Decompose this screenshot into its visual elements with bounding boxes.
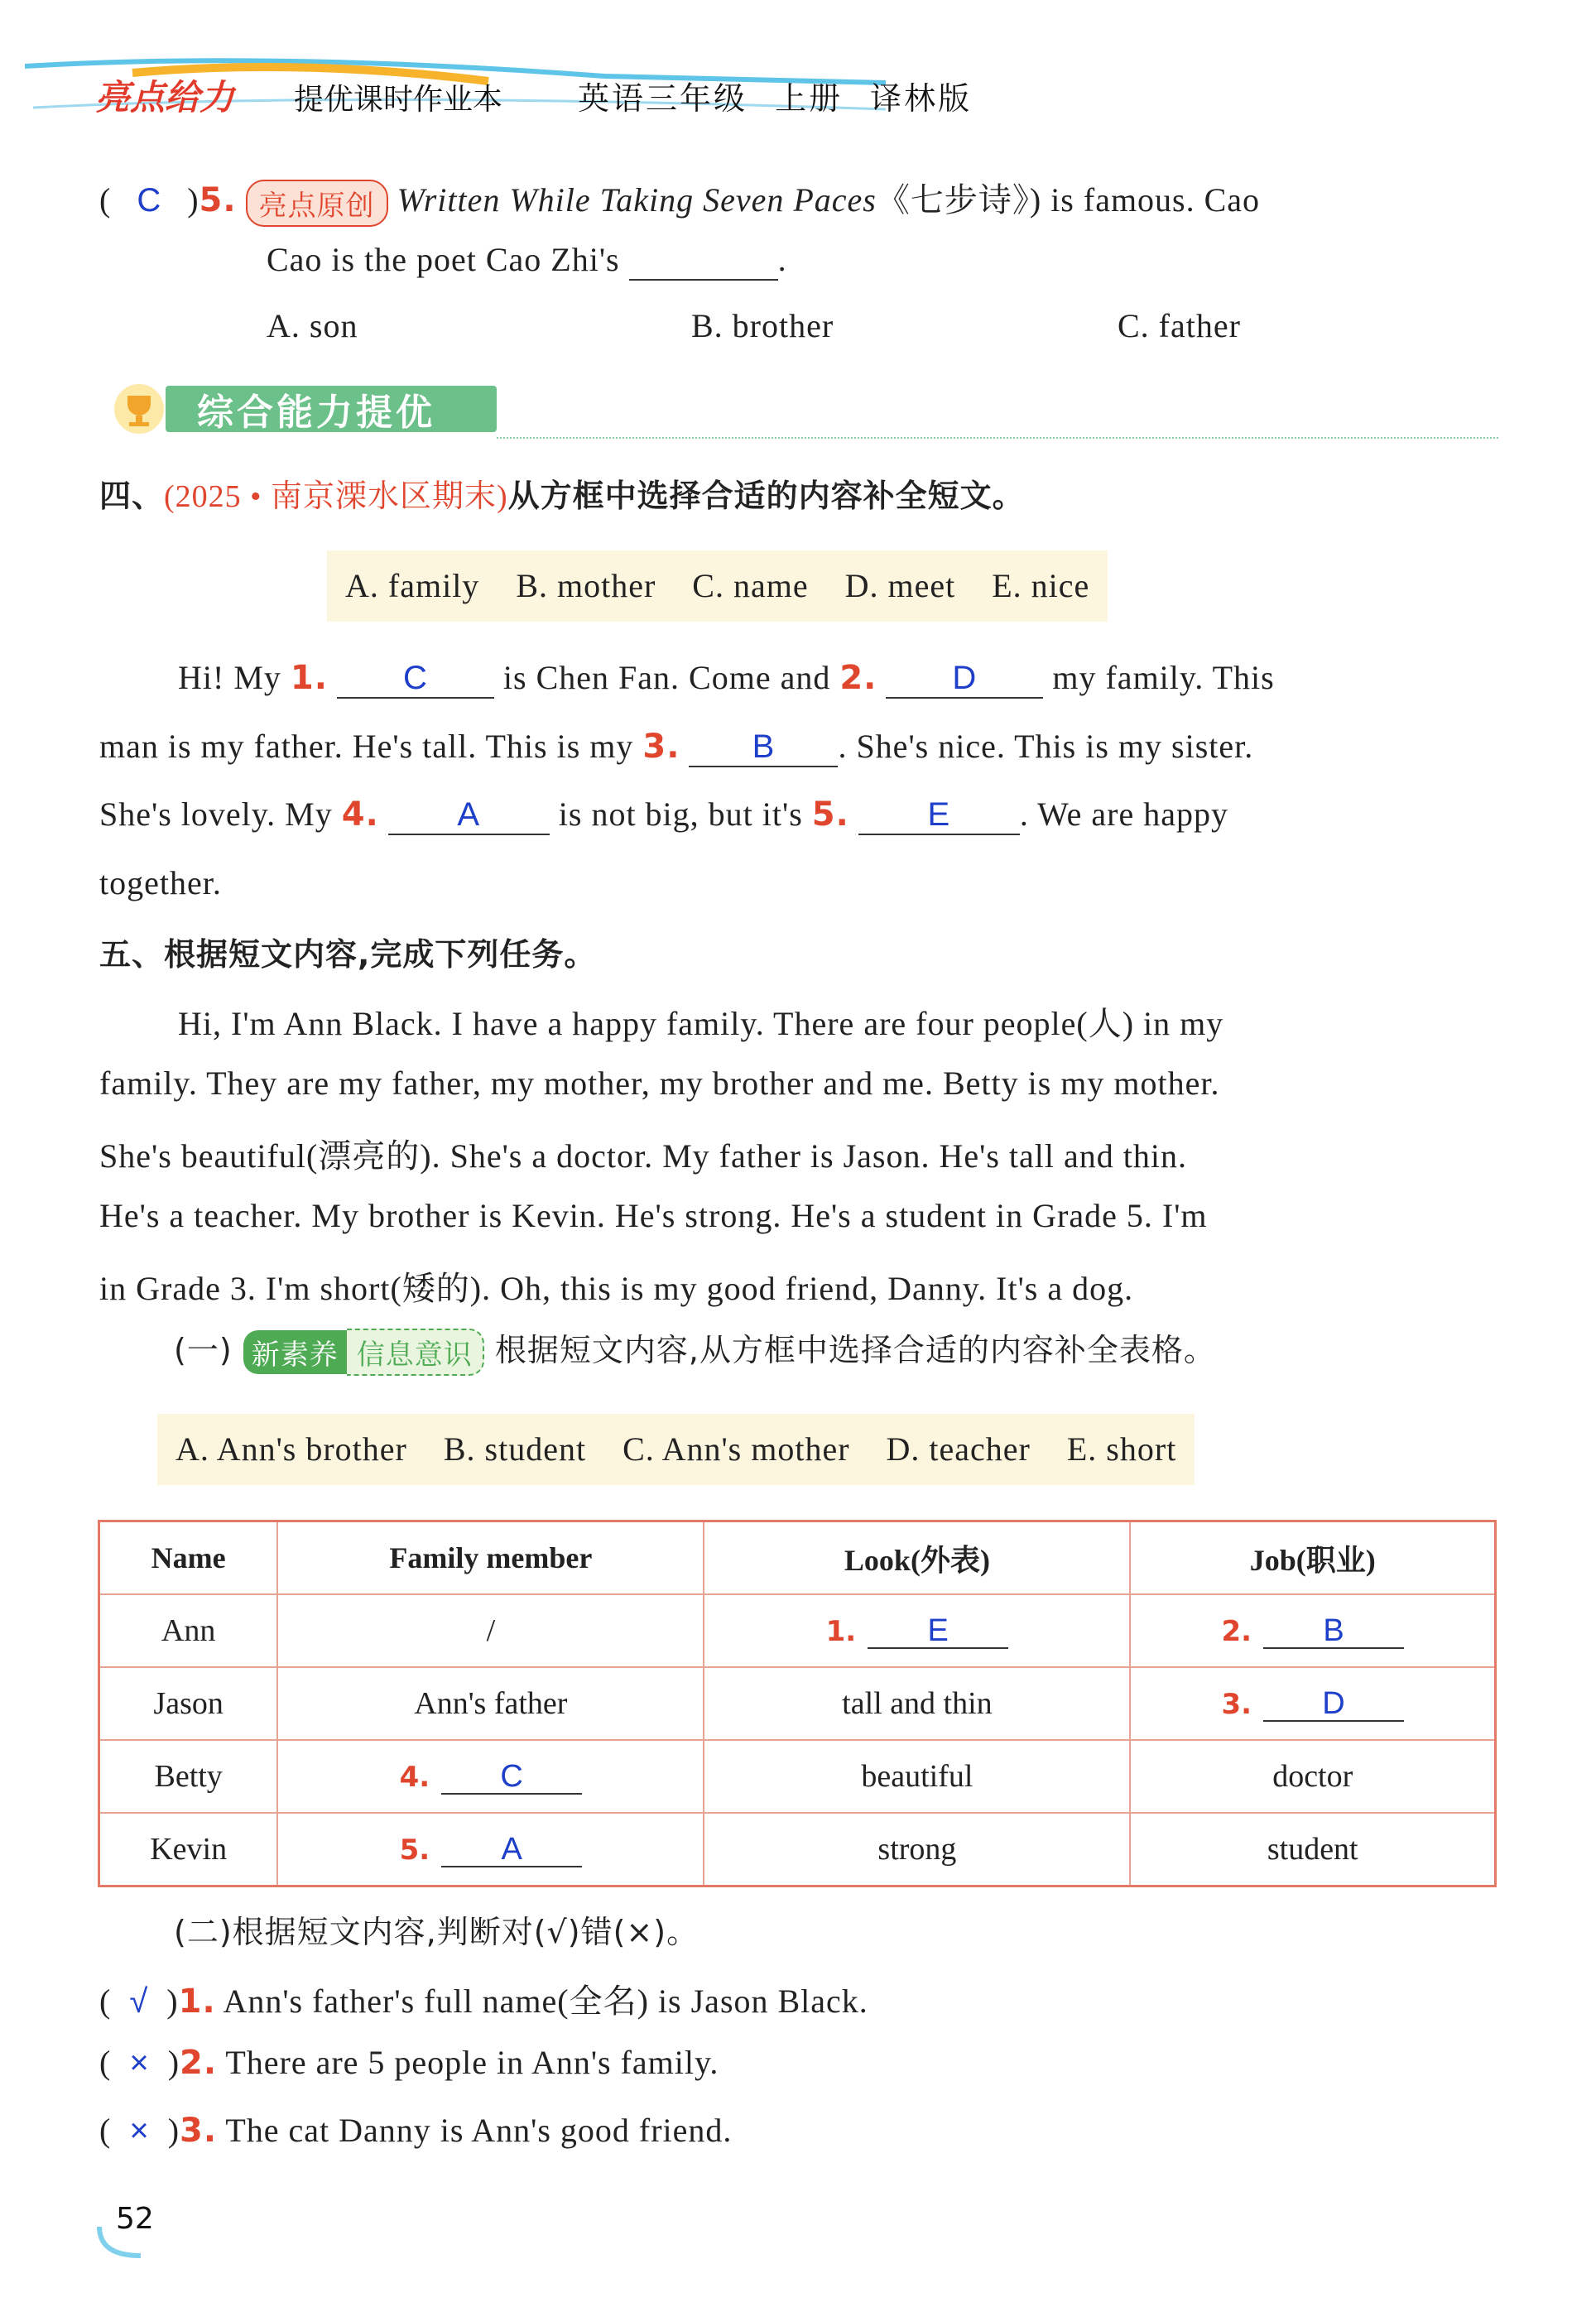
judge-item-1: ( √ )1. Ann's father's full name(全名) is Jason Black. xyxy=(99,1983,868,2021)
q5-option-b: B. brother xyxy=(691,307,834,344)
blank-4: A xyxy=(388,796,550,835)
part4-heading: 四、(2025 • 南京溧水区期末)从方框中选择合适的内容补全短文。 xyxy=(99,478,1025,514)
header-job: Job(职业) xyxy=(1130,1521,1495,1595)
part5-passage-line-1: Hi, I'm Ann Black. I have a happy family. There are four people(人) in my xyxy=(178,1005,1224,1042)
judge-item-2: ( × )2. There are 5 people in Ann's family. xyxy=(99,2044,719,2082)
table-blank-2: B xyxy=(1263,1614,1404,1649)
header-brand: 亮点给力 xyxy=(95,77,235,118)
part4-passage-line-4: together. xyxy=(99,864,222,901)
blank-5: E xyxy=(858,796,1020,835)
q5-line1-rest: 《七步诗》) is famous. Cao xyxy=(876,181,1261,219)
family-info-table xyxy=(98,1520,1497,1887)
q5-option-c: C. father xyxy=(1118,307,1241,344)
q5-blank xyxy=(629,240,778,281)
part5-passage-line-3: She's beautiful(漂亮的). She's a doctor. My father is Jason. He's tall and thin. xyxy=(99,1137,1187,1175)
section-divider xyxy=(497,437,1498,439)
part4-option-box xyxy=(327,550,1108,622)
q5-option-a: A. son xyxy=(267,307,358,344)
table-blank-1: E xyxy=(868,1614,1008,1649)
blank-1: C xyxy=(337,660,494,699)
table-row: Jason Ann's father tall and thin 3. D xyxy=(99,1667,1496,1740)
header-look: Look(外表) xyxy=(704,1521,1130,1595)
part4-passage-line-2: man is my father. He's tall. This is my 3. B . She's nice. This is my sister. xyxy=(99,728,1254,766)
header-series-title: 提优课时作业本 xyxy=(294,83,503,117)
part5-passage-line-4: He's a teacher. My brother is Kevin. He's strong. He's a student in Grade 5. I'm xyxy=(99,1197,1208,1234)
blank-3: B xyxy=(689,728,838,767)
blank-2: D xyxy=(886,660,1043,699)
header-book-info: 英语三年级 上册 译林版 xyxy=(578,80,973,117)
part4-instruction: 从方框中选择合适的内容补全短文。 xyxy=(507,478,1025,514)
table-blank-4: C xyxy=(441,1760,582,1795)
option-a: A. family xyxy=(345,567,480,604)
table-row: Kevin 5. A strong student xyxy=(99,1813,1496,1886)
part4-passage-line-1: Hi! My 1. C is Chen Fan. Come and 2. D my family. This xyxy=(178,659,1275,697)
option-b: B. mother xyxy=(516,567,656,604)
new-literacy-tag: 新素养 xyxy=(243,1330,347,1374)
part5-passage-line-5: in Grade 3. I'm short(矮的). Oh, this is my good friend, Danny. It's a dog. xyxy=(99,1270,1134,1307)
original-tag: 亮点原创 xyxy=(246,180,388,227)
judge-answer-1: √ xyxy=(129,1983,149,2020)
table-header-row xyxy=(99,1521,1496,1595)
q5-answer: C xyxy=(137,182,162,219)
option-c: C. name xyxy=(692,567,809,604)
table-blank-3: D xyxy=(1263,1687,1404,1722)
q5-line-2: Cao is the poet Cao Zhi's . xyxy=(267,240,1596,281)
part5-sub1-heading: (一) 新素养 信息意识 根据短文内容,从方框中选择合适的内容补全表格。 xyxy=(174,1324,1581,1376)
table-row: Ann / 1. E 2. B xyxy=(99,1594,1496,1667)
header-family-member: Family member xyxy=(277,1521,704,1595)
table-row: Betty 4. C beautiful doctor xyxy=(99,1740,1496,1813)
part4-passage-line-3: She's lovely. My 4. A is not big, but it's 5. E . We are happy xyxy=(99,795,1228,834)
table-blank-5: A xyxy=(441,1833,582,1867)
page-number: 52 xyxy=(116,2202,154,2236)
part5-heading: 五、根据短文内容,完成下列任务。 xyxy=(99,936,597,973)
part5-sub2-heading: (二)根据短文内容,判断对(√)错(×)。 xyxy=(174,1914,699,1950)
option-e: E. nice xyxy=(992,567,1090,604)
q5-poem-title: Written While Taking Seven Paces xyxy=(397,181,877,219)
section-banner-title: 综合能力提优 xyxy=(197,392,435,434)
option-d: D. meet xyxy=(844,567,956,604)
judge-answer-2: × xyxy=(129,2045,150,2081)
part4-source: (2025 • 南京溧水区期末) xyxy=(164,479,508,514)
judge-item-3: ( × )3. The cat Danny is Ann's good friend. xyxy=(99,2112,733,2150)
q5-number: 5. xyxy=(199,181,237,219)
part5-passage-line-2: family. They are my father, my mother, my brother and me. Betty is my mother. xyxy=(99,1065,1220,1102)
info-awareness-tag: 信息意识 xyxy=(347,1329,484,1376)
part5-option-box: A. Ann's brother B. student C. Ann's mother D. teacher E. short xyxy=(157,1414,1195,1485)
header-name: Name xyxy=(99,1521,278,1595)
judge-answer-3: × xyxy=(129,2112,150,2149)
q5-line-1: ( C )5. 亮点原创 Written While Taking Seven Paces《七步诗》) is famous. Cao xyxy=(99,174,1507,227)
